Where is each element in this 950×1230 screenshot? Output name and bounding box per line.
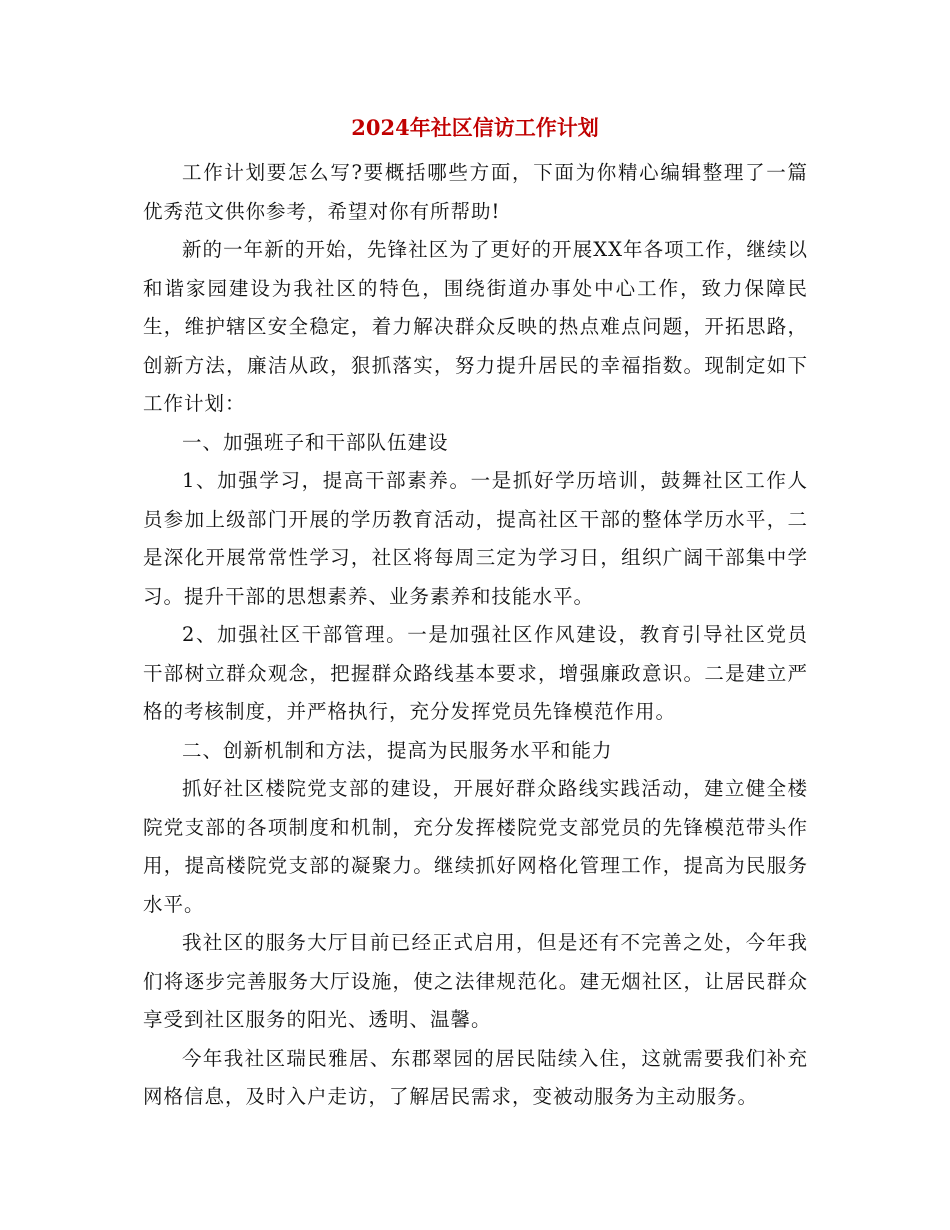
paragraph-party-branch: 抓好社区楼院党支部的建设，开展好群众路线实践活动，建立健全楼院党支部的各项制度和机制，充分发挥楼院党支部党员的先锋模范带头作用，提高楼院党支部的凝聚力。继续抓好网格化管理工作，提高为民服务水平。 [143,777,808,916]
section-heading-1: 一、加强班子和干部队伍建设 [182,430,449,454]
paragraph-residents: 今年我社区瑞民雅居、东郡翠园的居民陆续入住，这就需要我们补充网格信息，及时入户走访，了解居民需求，变被动服务为主动服务。 [143,1046,808,1108]
document-title: 2024年社区信访工作计划 [351,115,599,140]
paragraph-item-1: 1、加强学习，提高干部素养。一是抓好学历培训，鼓舞社区工作人员参加上级部门开展的学历教育活动，提高社区干部的整体学历水平，二是深化开展常常性学习，社区将每周三定为学习日，组织广阔干部集中学习。提升干部的思想素养、业务素养和技能水平。 [143,469,808,608]
document-body [143,154,808,1117]
paragraph-service-hall: 我社区的服务大厅目前已经正式启用，但是还有不完善之处，今年我们将逐步完善服务大厅设施，使之法律规范化。建无烟社区，让居民群众享受到社区服务的阳光、透明、温馨。 [143,931,808,1031]
paragraph-item-2: 2、加强社区干部管理。一是加强社区作风建设，教育引导社区党员干部树立群众观念，把握群众路线基本要求，增强廉政意识。二是建立严格的考核制度，并严格执行，充分发挥党员先锋模范作用。 [143,623,808,723]
paragraph-overview: 新的一年新的开始，先锋社区为了更好的开展XX年各项工作，继续以和谐家园建设为我社区的特色，围绕街道办事处中心工作，致力保障民生，维护辖区安全稳定，着力解决群众反映的热点难点问题，开拓思路，创新方法，廉洁从政，狠抓落实，努力提升居民的幸福指数。现制定如下工作计划： [143,238,808,415]
paragraph-intro: 工作计划要怎么写?要概括哪些方面，下面为你精心编辑整理了一篇优秀范文供你参考，希望对你有所帮助! [143,161,808,223]
section-heading-2: 二、创新机制和方法，提高为民服务水平和能力 [182,738,613,762]
